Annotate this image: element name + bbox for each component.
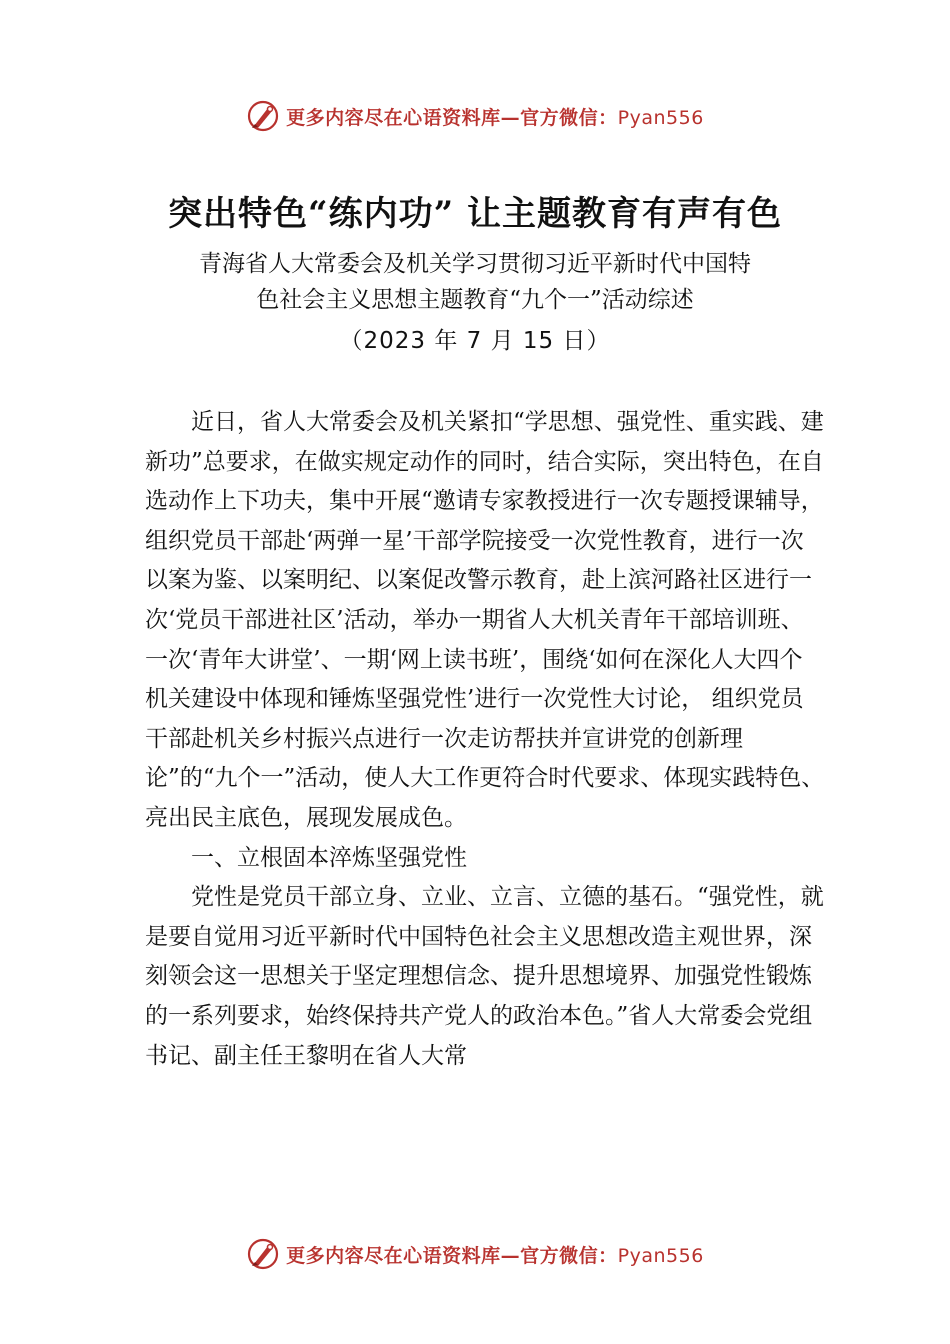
wechat-id: Pyan556 <box>617 106 704 129</box>
document-title: 突出特色“练内功” 让主题教育有声有色 <box>168 194 782 234</box>
section-heading-1: 一、立根固本淬炼坚强党性 <box>191 844 467 871</box>
subtitle-line-1: 青海省人大常委会及机关学习贯彻习近平新时代中国特 <box>199 251 751 277</box>
document-date: （2023 年 7 月 15 日） <box>339 328 611 354</box>
footer-banner <box>0 1234 950 1274</box>
banner-text: 更多内容尽在心语资料库—官方微信：Pyan556 <box>286 106 704 129</box>
document-subtitle <box>0 246 950 318</box>
paragraph-2: 党性是党员干部立身、立业、立言、立德的基石。“强党性，就是要自觉用习近平新时代中国特色社会主义思想改造主观世界，深刻领会这一思想关于坚定理想信念、提升思想境界、加强党性锻炼的一系列要求，始终保持共产党人的政治本色。”省人大常委会党组书记、副主任王黎明在省人大常 <box>145 884 824 1069</box>
fountain-pen-logo-icon <box>246 1237 280 1271</box>
banner-text: 更多内容尽在心语资料库—官方微信：Pyan556 <box>286 1244 704 1267</box>
paragraph-1: 近日，省人大常委会及机关紧扣“学思想、强党性、重实践、建新功”总要求，在做实规定动作的同时，结合实际，突出特色，在自选动作上下功夫，集中开展“邀请专家教授进行一次专题授课辅导，组织党员干部赴‘两弹一星’干部学院接受一次党性教育，进行一次以案为鉴、以案明纪、以案促改警示教育，赴上滨河路社区进行一次‘党员干部进社区’活动，举办一期省人大机关青年干部培训班、一次‘青年大讲堂’、一期‘网上读书班’，围绕‘如何在深化人大四个机关建设中体现和锤炼坚强党性’进行一次党性大讨论， 组织党员干部赴机关乡村振兴点进行一次走访帮扶并宣讲党的创新理论”的“九个一”活动，使人大工作更符合时代要求、体现实践特色、亮出民主底色，展现发展成色。 <box>145 409 825 831</box>
header-banner <box>0 96 950 136</box>
wechat-id: Pyan556 <box>617 1244 704 1267</box>
subtitle-line-2: 色社会主义思想主题教育“九个一”活动综述 <box>256 287 694 313</box>
fountain-pen-logo-icon <box>246 99 280 133</box>
document-body <box>145 403 825 1076</box>
